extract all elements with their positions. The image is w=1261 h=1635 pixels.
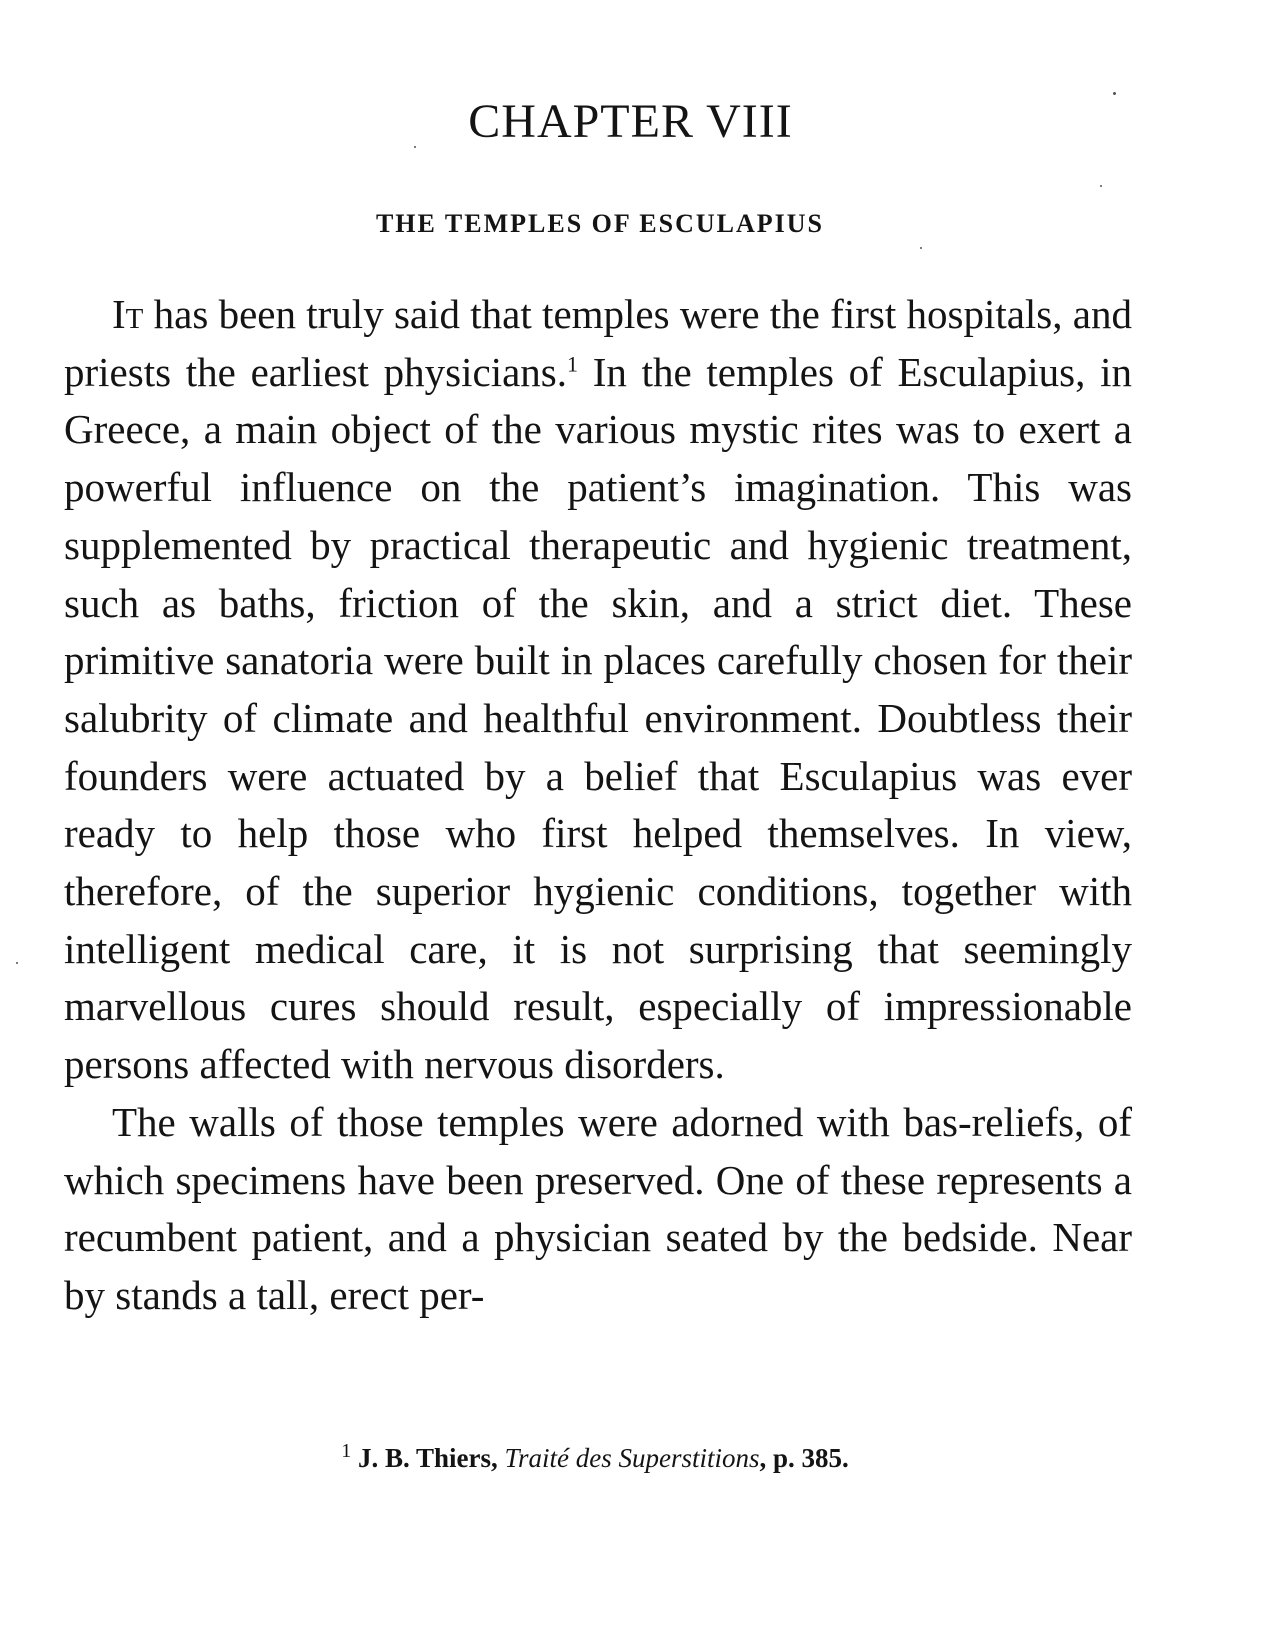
paragraph-1-text-b: In the temples of Esculapius, in Greece, a main object of the various mystic rites was to exert a powerful influence on the patient’s imagination. This was supplemented by practical therapeutic and hygienic treatment, such as baths, friction of the skin, and a strict diet. These primitive sanatoria were built in places carefully chosen for their salubrity of climate and healthful environment. Doubtless their founders were actuated by a belief that Esculapius was ever ready to help those who first helped themselves. In view, therefore, of the superior hygienic conditions, together with intelligent medical care, it is not surprising that seemingly marvellous cures should result, especially of impressionable persons affected with nervous disorders. [64,348,1132,1088]
chapter-title: CHAPTER VIII [468,95,793,148]
paragraph-2: The walls of those temples were adorned with bas-reliefs, of which specimens have been preserved. One of these represents a recumbent patient, and a physician seated by the bedside. Near by stands a tall, erect per- [64,1098,1132,1318]
body-text [64,286,1132,1325]
scan-speck [1100,185,1102,187]
footnote-page: , p. 385. [759,1443,849,1473]
scan-speck [920,247,922,249]
paragraph-1-text-a: has been truly said that temples were the first hospitals, and priests the earliest physicians. [64,291,1132,395]
footnote-title: Traité des Superstitions [504,1443,760,1473]
scan-speck [414,146,416,148]
footnote [0,1440,1190,1476]
scan-speck [16,962,18,964]
footnote-author: J. B. Thiers, [357,1443,498,1473]
paragraph-lead-word: It [112,291,144,337]
paragraph-1 [64,286,1132,1094]
chapter-subtitle: THE TEMPLES OF ESCULAPIUS [375,209,825,238]
footnote-reference[interactable]: 1 [567,351,578,377]
footnote-mark: 1 [341,1440,352,1462]
scan-speck [1113,92,1116,95]
